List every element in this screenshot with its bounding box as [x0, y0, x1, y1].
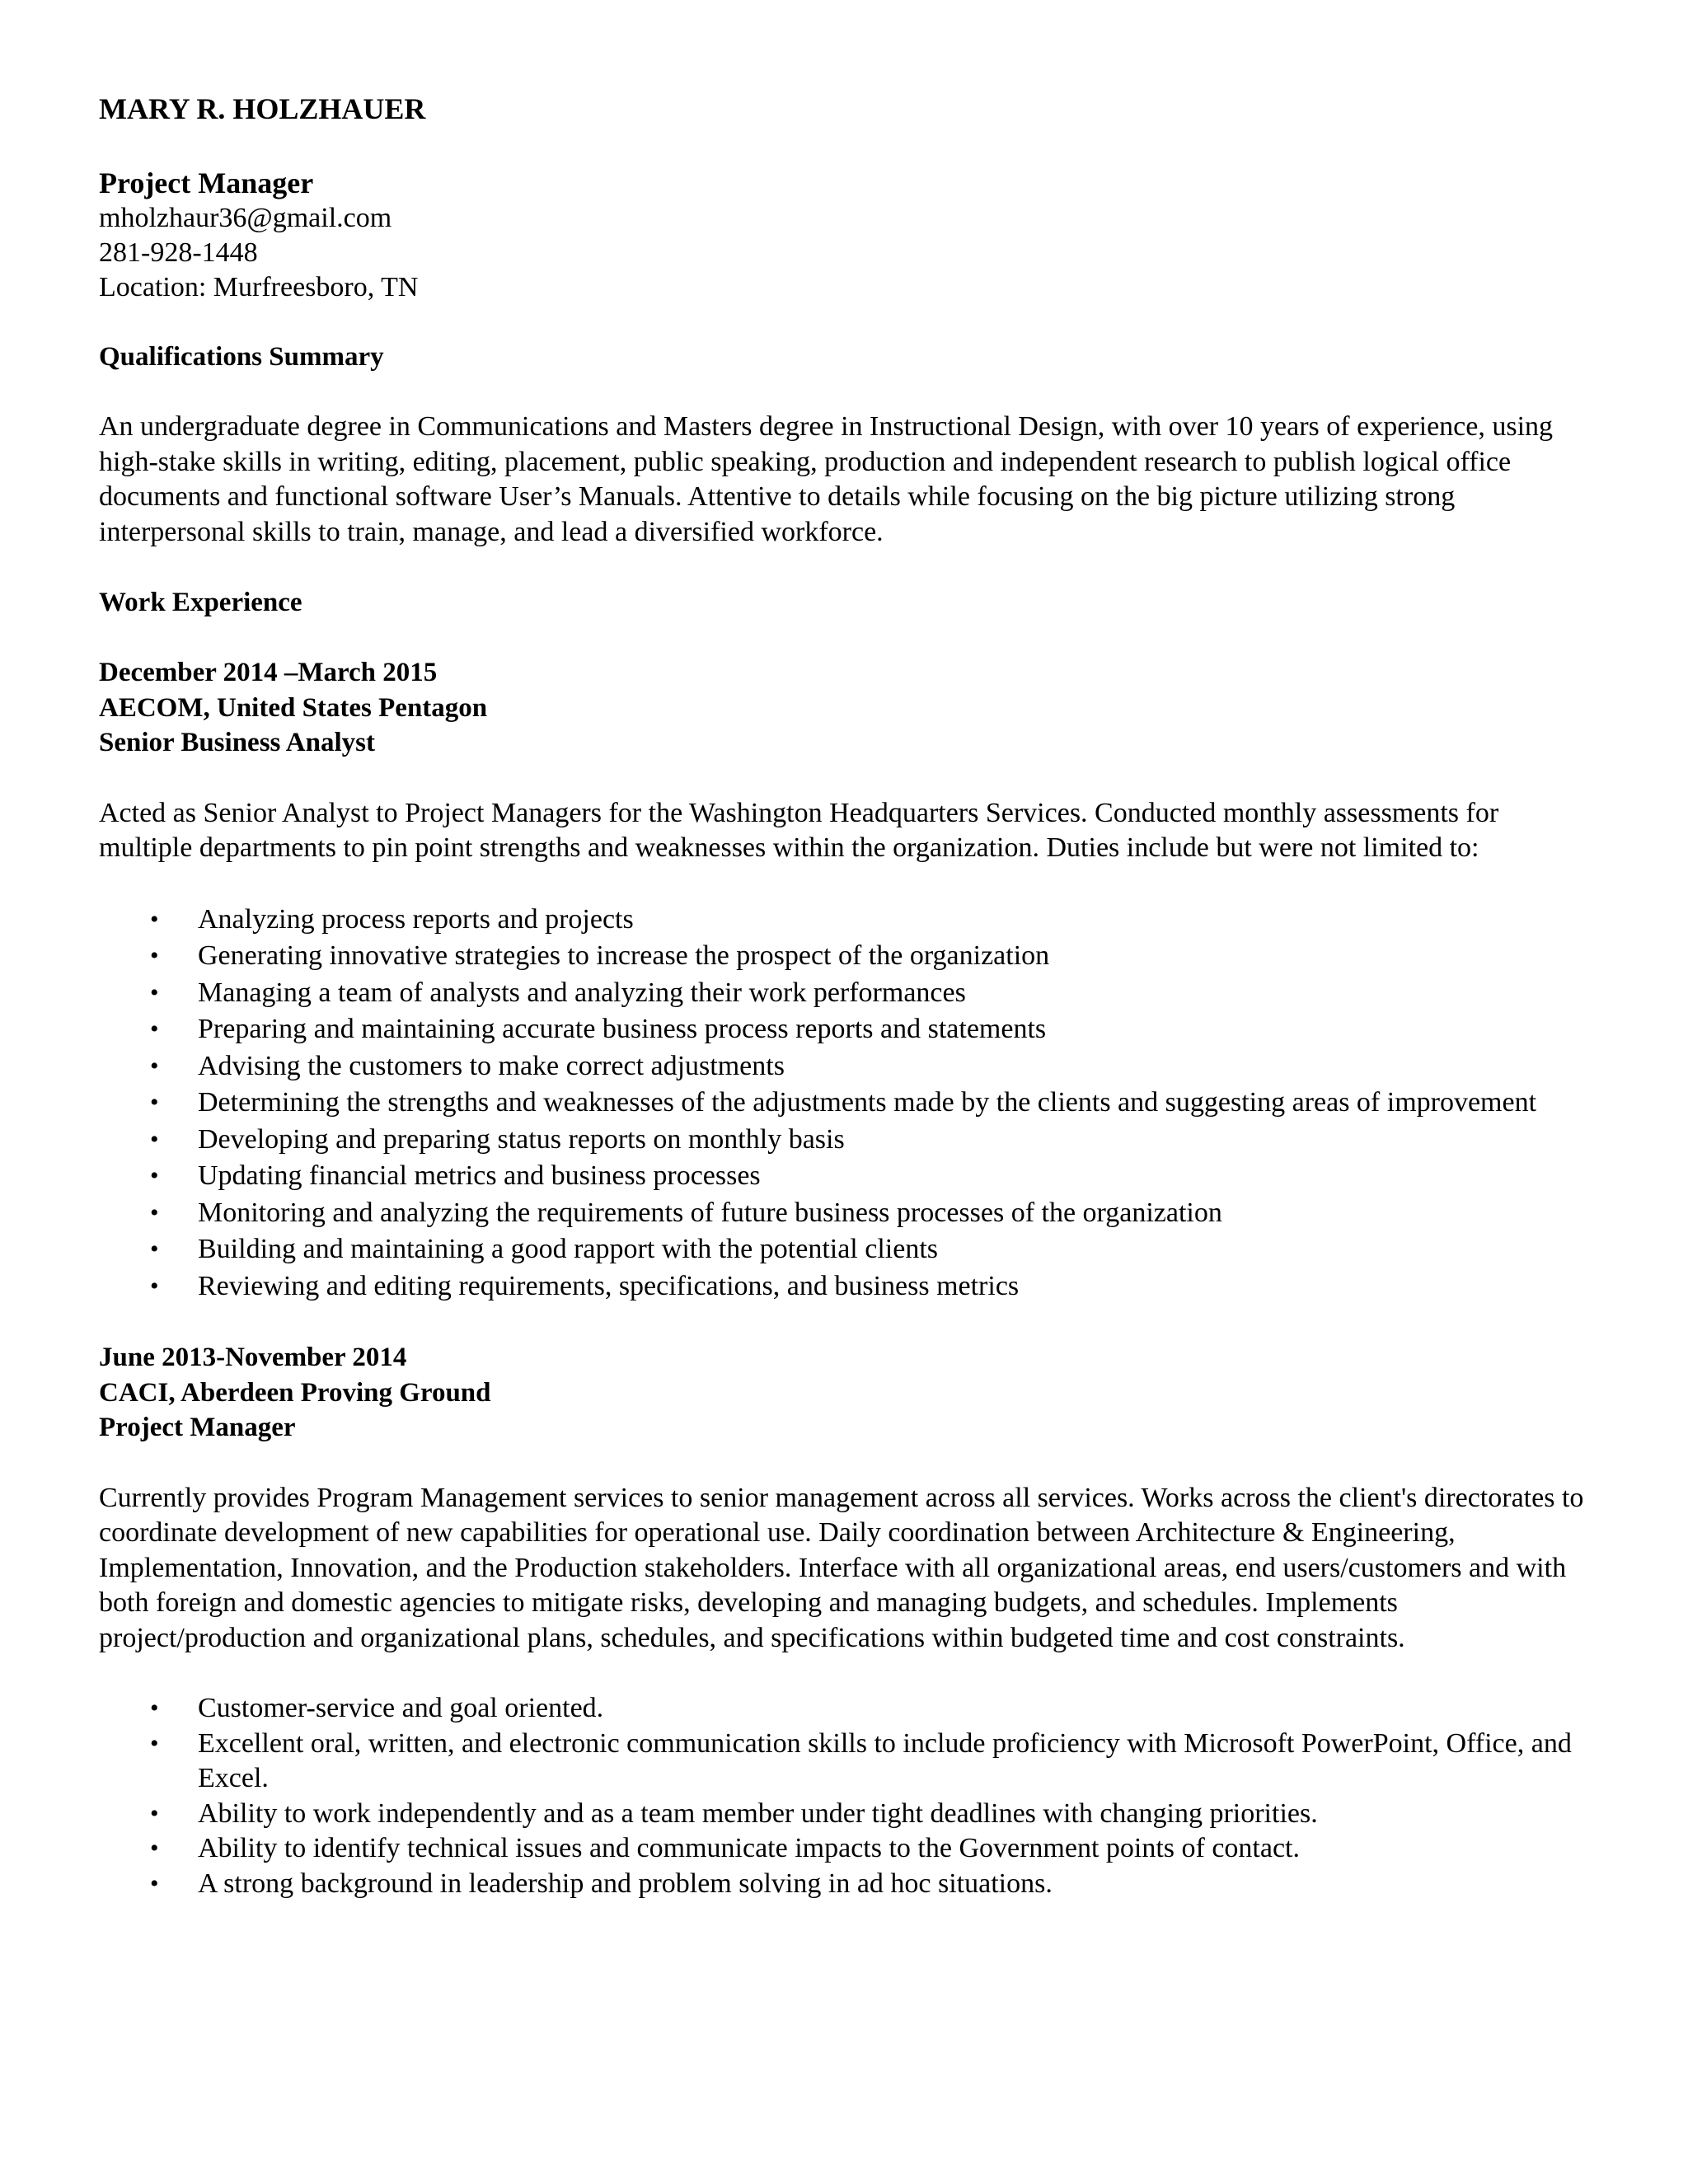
list-item-text: Ability to identify technical issues and communicate impacts to the Government points of contact. [198, 1833, 1301, 1863]
bullet-icon: • [150, 1799, 159, 1827]
job-header [99, 1340, 1591, 1446]
job-description: Acted as Senior Analyst to Project Managers for the Washington Headquarters Services. Conducted monthly assessments for multiple departments to pin point strengths and weaknesses within the organization. Duties include but were not limited to: [99, 797, 1499, 863]
email-address: mholzhaur36@gmail.com [99, 203, 392, 233]
bullet-icon: • [150, 905, 159, 933]
list-item [99, 1867, 1591, 1902]
bullet-icon: • [150, 1235, 159, 1263]
list-item [99, 938, 1591, 975]
list-item [99, 1691, 1591, 1727]
list-item [99, 1085, 1591, 1122]
list-item-text: Ability to work independently and as a team member under tight deadlines with changing priorities. [198, 1797, 1318, 1829]
list-item [99, 902, 1591, 939]
job-header [99, 655, 1591, 761]
list-item-text: Advising the customers to make correct adjustments [198, 1050, 785, 1081]
job-role: Project Manager [99, 1413, 296, 1442]
bullet-icon: • [150, 1052, 159, 1080]
bullet-icon: • [150, 1869, 159, 1897]
list-item-text: Analyzing process reports and projects [198, 903, 634, 935]
list-item [99, 1195, 1591, 1232]
candidate-name: MARY R. HOLZHAUER [99, 92, 426, 125]
list-item-text: Updating financial metrics and business processes [198, 1160, 761, 1191]
phone-number: 281-928-1448 [99, 237, 258, 268]
list-item-text: Preparing and maintaining accurate business process reports and statements [198, 1014, 1047, 1044]
list-item-text: Building and maintaining a good rapport with the potential clients [198, 1234, 938, 1264]
list-item [99, 1011, 1591, 1048]
bullet-icon: • [150, 1272, 159, 1300]
list-item-text: Managing a team of analysts and analyzing their work performances [198, 977, 966, 1008]
list-item-text: Generating innovative strategies to increase the prospect of the organization [198, 940, 1050, 971]
bullet-icon: • [150, 1125, 159, 1153]
list-item [99, 975, 1591, 1012]
list-item-text: A strong background in leadership and problem solving in ad hoc situations. [198, 1868, 1053, 1899]
job-duties-list [99, 902, 1591, 1305]
location: Location: Murfreesboro, TN [99, 272, 419, 302]
list-item [99, 1231, 1591, 1268]
bullet-icon: • [150, 1089, 159, 1116]
list-item [99, 1158, 1591, 1195]
job-dates: December 2014 –March 2015 [99, 658, 438, 687]
bullet-icon: • [150, 942, 159, 969]
bullet-icon: • [150, 1835, 159, 1862]
job-company: AECOM, United States Pentagon [99, 692, 488, 723]
list-item-text: Excellent oral, written, and electronic communication skills to include proficiency with Microsoft PowerPoint, Office, and Excel. [198, 1727, 1572, 1793]
bullet-icon: • [150, 1162, 159, 1189]
job-description: Currently provides Program Management services to senior management across all services. Works across the client's directorates to coordinate development of new capabilities for operational use. Daily coordination between Architecture & Engineering, Implementation, Innovation, and the Production stakeholders. Interface with all organizational areas, end users/customers and with both foreign and domestic agencies to mitigate risks, developing and managing budgets, and schedules. Implements project/production and organizational plans, schedules, and specifications within budgeted time and cost constraints. [99, 1482, 1584, 1653]
list-item [99, 1797, 1591, 1832]
list-item-text: Developing and preparing status reports on monthly basis [198, 1123, 845, 1155]
job-company: CACI, Aberdeen Proving Ground [99, 1377, 491, 1408]
list-item-text: Monitoring and analyzing the requirements of future business processes of the organization [198, 1197, 1222, 1228]
bullet-icon: • [150, 1729, 159, 1757]
bullet-icon: • [150, 1694, 159, 1722]
list-item-text: Customer-service and goal oriented. [198, 1693, 604, 1723]
list-item [99, 1831, 1591, 1867]
work-experience-heading: Work Experience [99, 588, 302, 617]
list-item-text: Determining the strengths and weaknesses of the adjustments made by the clients and suggesting areas of improvement [198, 1087, 1537, 1118]
job-dates: June 2013-November 2014 [99, 1343, 407, 1372]
list-item [99, 1048, 1591, 1085]
bullet-icon: • [150, 978, 159, 1006]
qualifications-heading: Qualifications Summary [99, 342, 384, 372]
candidate-title: Project Manager [99, 166, 314, 199]
bullet-icon: • [150, 1198, 159, 1226]
resume-page [99, 91, 1591, 1901]
job-skills-list [99, 1691, 1591, 1901]
list-item-text: Reviewing and editing requirements, specifications, and business metrics [198, 1270, 1020, 1301]
list-item [99, 1727, 1591, 1797]
bullet-icon: • [150, 1015, 159, 1043]
job-role: Senior Business Analyst [99, 728, 375, 757]
qualifications-summary: An undergraduate degree in Communications and Masters degree in Instructional Design, with over 10 years of experience, using high-stake skills in writing, editing, placement, public speaking, production and independent research to publish logical office documents and functional software User’s Manuals. Attentive to details while focusing on the big picture utilizing strong interpersonal skills to train, manage, and lead a diversified workforce. [99, 411, 1554, 547]
list-item [99, 1268, 1591, 1305]
list-item [99, 1122, 1591, 1159]
